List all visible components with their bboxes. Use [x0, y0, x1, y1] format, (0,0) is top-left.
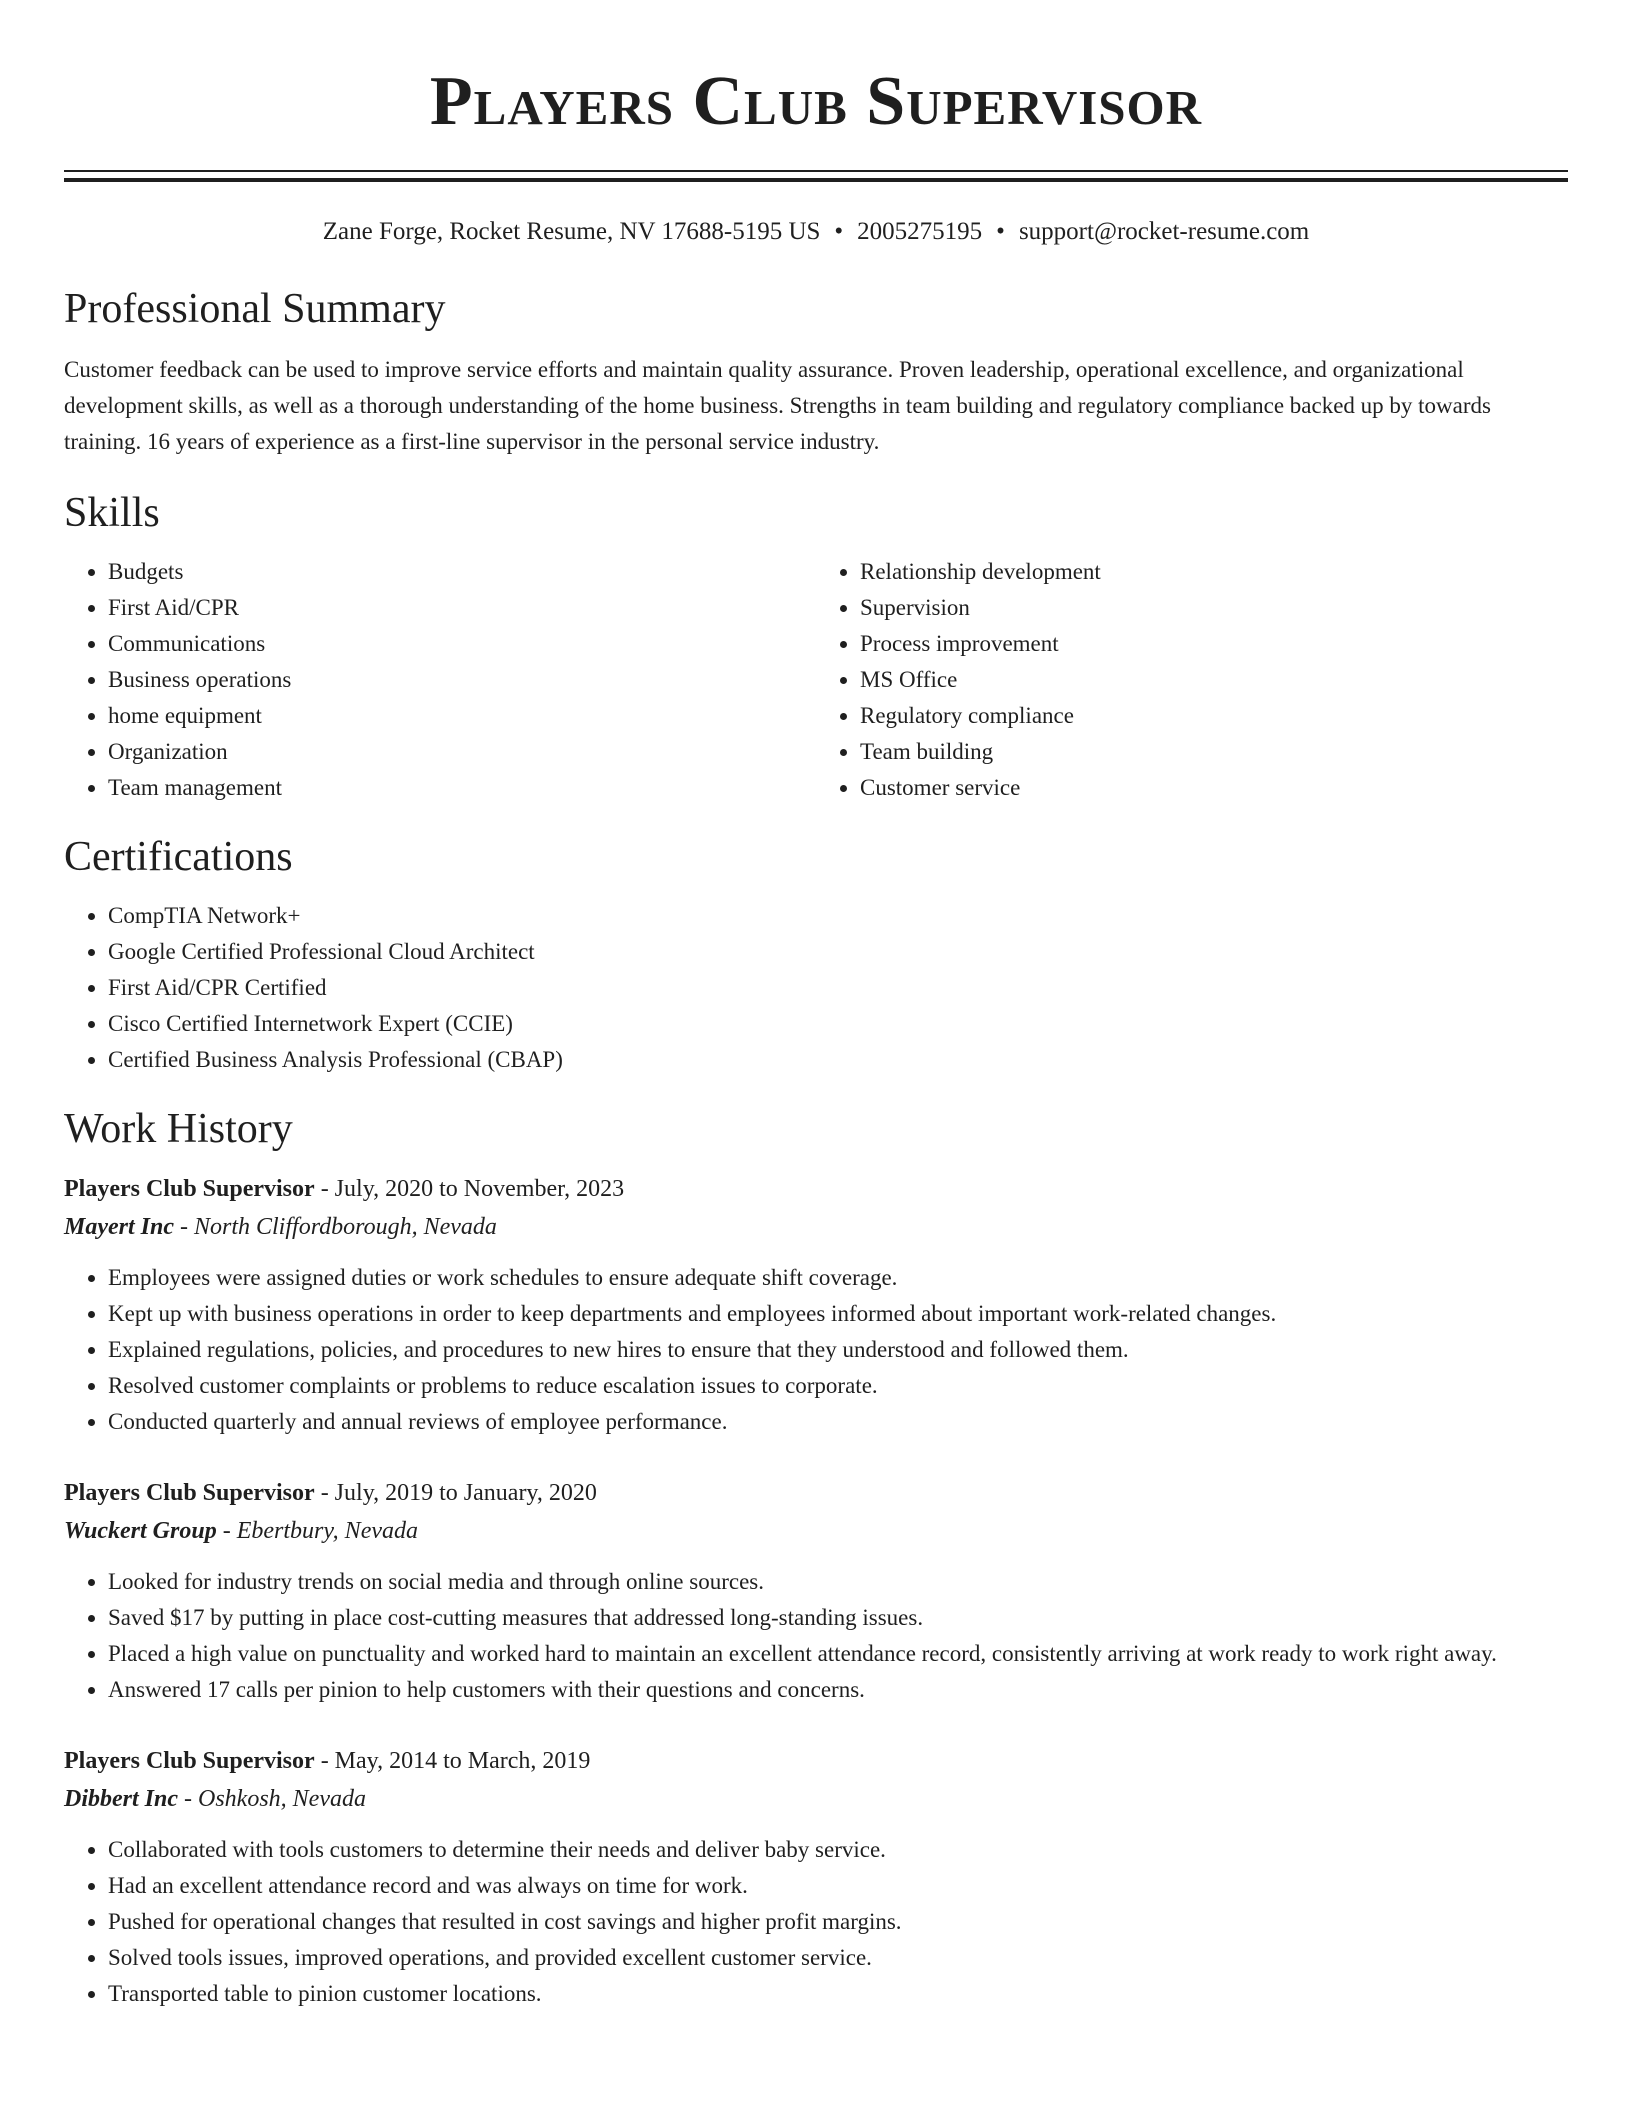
- job-role: Players Club Supervisor: [64, 1480, 315, 1506]
- skills-heading: Skills: [64, 490, 160, 536]
- skills-list: [64, 554, 1568, 806]
- job-bullets: [64, 1260, 1568, 1440]
- job-role: Players Club Supervisor: [64, 1748, 315, 1774]
- job-bullets: [64, 1832, 1568, 2012]
- skill-item: • Communications: [108, 626, 816, 662]
- skill-item: • home equipment: [108, 698, 816, 734]
- certification-item: • Google Certified Professional Cloud Architect: [108, 934, 1568, 970]
- job-bullet: • Answered 17 calls per pinion to help customers with their questions and concerns.: [108, 1672, 1568, 1708]
- contact-email: support@rocket-resume.com: [1018, 218, 1310, 245]
- contact-separator: •: [834, 218, 844, 245]
- job-bullet: • Pushed for operational changes that resulted in cost savings and higher profit margins.: [108, 1904, 1568, 1940]
- job-location: - Oshkosh, Nevada: [178, 1786, 366, 1812]
- contact-separator: •: [996, 218, 1005, 245]
- skill-item: • Regulatory compliance: [860, 698, 1568, 734]
- skill-item: • Team building: [860, 734, 1568, 770]
- job-bullet: • Solved tools issues, improved operations, and provided excellent customer service.: [108, 1940, 1568, 1976]
- work-history-heading: Work History: [64, 1106, 293, 1152]
- job-bullet: • Explained regulations, policies, and procedures to new hires to ensure that they understood and followed them.: [108, 1332, 1568, 1368]
- skill-item: • Budgets: [108, 554, 816, 590]
- skill-item: • Team management: [108, 770, 816, 806]
- job-dates: - May, 2014 to March, 2019: [314, 1748, 591, 1774]
- certification-item: • CompTIA Network+: [108, 898, 1568, 934]
- skill-item: • MS Office: [860, 662, 1568, 698]
- job-bullet: • Transported table to pinion customer locations.: [108, 1976, 1568, 2012]
- skill-item: • Supervision: [860, 590, 1568, 626]
- skill-item: • Organization: [108, 734, 816, 770]
- job-role: Players Club Supervisor: [64, 1176, 315, 1202]
- certifications-heading: Certifications: [64, 834, 293, 880]
- title-divider-thin: [64, 170, 1568, 172]
- job-dates: - July, 2020 to November, 2023: [314, 1176, 625, 1202]
- contact-phone: 2005275195: [857, 218, 983, 245]
- skill-item: • Business operations: [108, 662, 816, 698]
- certifications-list: [64, 898, 1568, 1078]
- job-company: Mayert Inc: [64, 1214, 174, 1240]
- job-bullets: [64, 1564, 1568, 1708]
- certification-item: • Certified Business Analysis Professional (CBAP): [108, 1042, 1568, 1078]
- skill-item: • Customer service: [860, 770, 1568, 806]
- job-entry: [64, 1742, 1568, 2012]
- summary-heading: Professional Summary: [64, 286, 446, 332]
- certification-item: • First Aid/CPR Certified: [108, 970, 1568, 1006]
- certification-item: • Cisco Certified Internetwork Expert (CCIE): [108, 1006, 1568, 1042]
- resume-title: Players Club Supervisor: [429, 63, 1203, 140]
- summary-text: Customer feedback can be used to improve service efforts and maintain quality assurance. Proven leadership, operational excellence, and organizational development skills, as well as a thorough understanding of the home business. Strengths in team building and regulatory compliance backed up by towards training. 16 years of experience as a first-line supervisor in the personal service industry.: [64, 357, 1491, 454]
- skills-column-left: [64, 554, 816, 806]
- contact-line: [64, 216, 1568, 248]
- skill-item: • Process improvement: [860, 626, 1568, 662]
- job-location: - North Cliffordborough, Nevada: [174, 1214, 497, 1240]
- job-location: - Ebertbury, Nevada: [216, 1518, 418, 1544]
- job-bullet: • Looked for industry trends on social media and through online sources.: [108, 1564, 1568, 1600]
- job-entry: [64, 1170, 1568, 1440]
- job-bullet: • Saved $17 by putting in place cost-cutting measures that addressed long-standing issues.: [108, 1600, 1568, 1636]
- job-bullet: • Resolved customer complaints or problems to reduce escalation issues to corporate.: [108, 1368, 1568, 1404]
- job-bullet: • Kept up with business operations in order to keep departments and employees informed about important work-related changes.: [108, 1296, 1568, 1332]
- contact-address: Zane Forge, Rocket Resume, NV 17688-5195 US: [322, 218, 821, 245]
- skill-item: • First Aid/CPR: [108, 590, 816, 626]
- skills-column-right: [816, 554, 1568, 806]
- job-bullet: • Had an excellent attendance record and was always on time for work.: [108, 1868, 1568, 1904]
- job-dates: - July, 2019 to January, 2020: [314, 1480, 597, 1506]
- job-bullet: • Placed a high value on punctuality and worked hard to maintain an excellent attendance record, consistently arriving at work ready to work right away.: [108, 1636, 1568, 1672]
- job-company-line: [64, 1208, 1568, 1246]
- job-company-line: [64, 1780, 1568, 1818]
- skill-item: • Relationship development: [860, 554, 1568, 590]
- job-title-line: [64, 1170, 1568, 1208]
- job-bullet: • Conducted quarterly and annual reviews of employee performance.: [108, 1404, 1568, 1440]
- job-company: Dibbert Inc: [64, 1786, 178, 1812]
- job-bullet: • Employees were assigned duties or work schedules to ensure adequate shift coverage.: [108, 1260, 1568, 1296]
- job-company: Wuckert Group: [64, 1518, 217, 1544]
- job-title-line: [64, 1474, 1568, 1512]
- job-bullet: • Collaborated with tools customers to determine their needs and deliver baby service.: [108, 1832, 1568, 1868]
- job-company-line: [64, 1512, 1568, 1550]
- title-divider-thick: [64, 178, 1568, 182]
- job-title-line: [64, 1742, 1568, 1780]
- resume-page: [64, 0, 1568, 2012]
- job-entry: [64, 1474, 1568, 1708]
